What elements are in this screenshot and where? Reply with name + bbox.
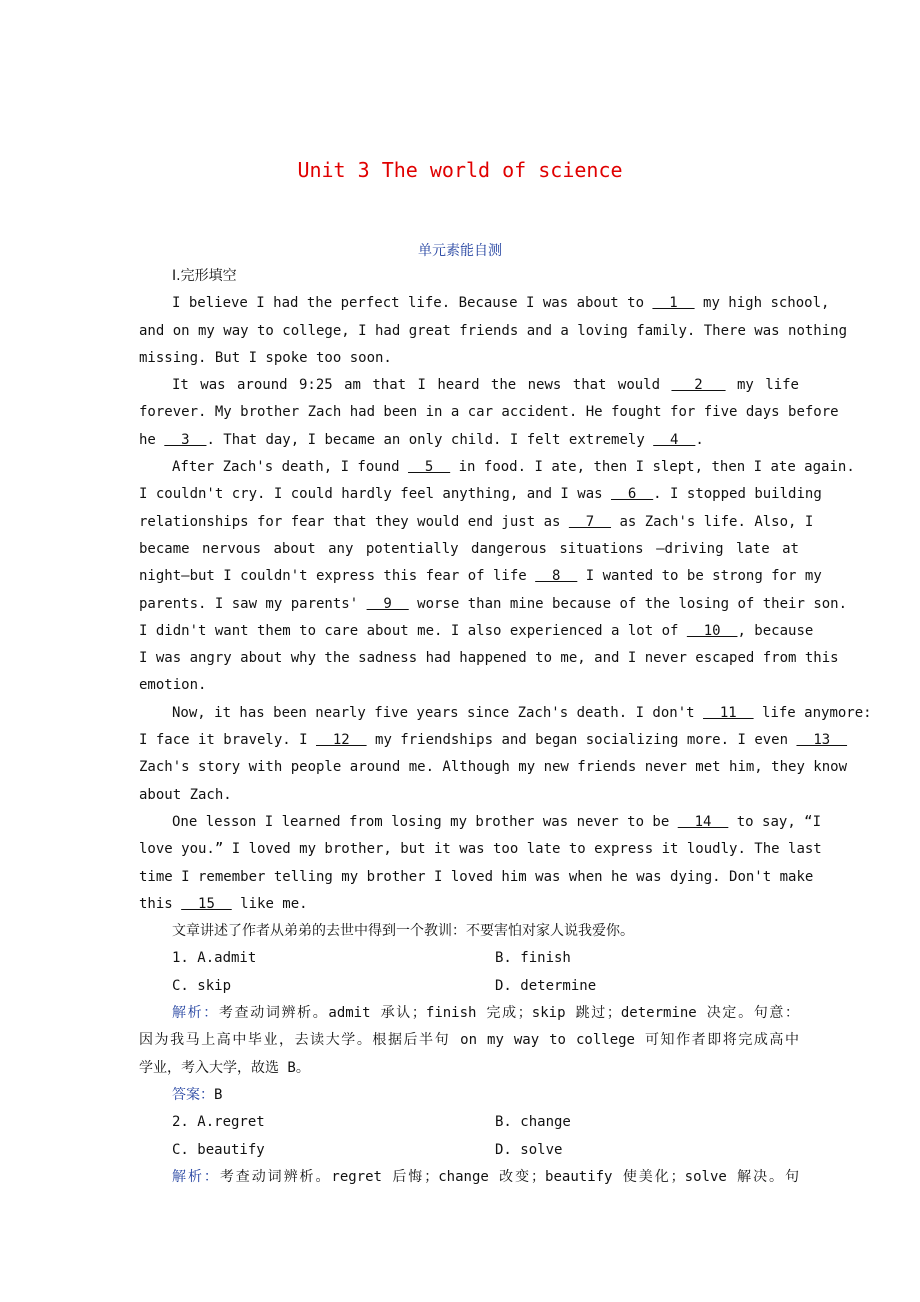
passage-line: relationships for fear that they would end just as 7 as Zach's life. Also, I [139,513,814,530]
blank-5: 5 [408,459,451,476]
analysis-label: 解析： [172,1168,220,1185]
analysis-label: 解析： [172,1005,219,1022]
option-2b: B. change [495,1114,571,1131]
blank-2: 2 [671,377,726,394]
blank-15: 15 [181,895,232,912]
blank-9: 9 [366,595,409,612]
passage-line: this 15 like me. [139,895,308,912]
passage-summary: 文章讲述了作者从弟弟的去世中得到一个教训：不要害怕对家人说我爱你。 [172,923,634,940]
analysis-1-cont: 学业，考入大学，故选 B。 [139,1059,310,1076]
blank-3: 3 [164,431,207,448]
passage-line: One lesson I learned from losing my brother was never to be 14 to say, “I [172,813,822,830]
passage-line: I was angry about why the sadness had happened to me, and I never escaped from this [139,650,839,667]
passage-line: he 3 . That day, I became an only child. I felt extremely 4 . [139,431,704,448]
passage-line: Zach's story with people around me. Although my new friends never met him, they know [139,759,848,776]
question-2-options-row2 [139,1137,799,1164]
answer-1 [139,1082,799,1109]
option-2d: D. solve [495,1141,563,1158]
unit-title: Unit 3 The world of science [297,158,623,182]
passage-line: forever. My brother Zach had been in a car accident. He fought for five days before [139,404,839,421]
passage-line: and on my way to college, I had great friends and a loving family. There was nothing [139,322,848,339]
analysis-1: 解析：考查动词辨析。admit 承认；finish 完成；skip 跳过；determine 决定。句意： [172,1005,799,1022]
option-1a: 1. A.admit [172,950,257,967]
passage-line: night—but I couldn't express this fear of life 8 I wanted to be strong for my [139,568,822,585]
answer-value: B [214,1086,223,1103]
passage-line: about Zach. [139,786,232,803]
passage-line: It was around 9:25 am that I heard the news that would 2 my life [172,377,799,394]
passage-line: I couldn't cry. I could hardly feel anything, and I was 6 . I stopped building [139,486,822,503]
blank-6: 6 [611,486,654,503]
blank-14: 14 [677,813,729,830]
passage-line: parents. I saw my parents' 9 worse than mine because of the losing of their son. [139,595,848,612]
passage-line: I face it bravely. I 12 my friendships and began socializing more. I even 13 [139,732,848,749]
document-body [139,263,872,1191]
analysis-1-cont: 因为我马上高中毕业，去读大学。根据后半句 on my way to college 可知作者即将完成高中 [139,1032,799,1049]
answer-label: 答案： [172,1086,214,1103]
passage-line: Now, it has been nearly five years since Zach's death. I don't 11 life anymore: [172,704,872,721]
passage-line: After Zach's death, I found 5 in food. I ate, then I slept, then I ate again. [172,459,855,476]
question-1-options-row1 [139,945,799,972]
option-2c: C. beautify [172,1141,265,1158]
blank-10: 10 [686,622,738,639]
blank-12: 12 [316,732,367,749]
option-1c: C. skip [172,977,232,994]
section-subtitle: 单元素能自测 [418,243,502,259]
section-heading: Ⅰ.完形填空 [172,268,237,284]
option-2a: 2. A.regret [172,1114,265,1131]
passage-line: missing. But I spoke too soon. [139,349,392,366]
passage-line: time I remember telling my brother I loved him was when he was dying. Don't make [139,868,814,885]
blank-13: 13 [796,732,848,749]
passage-line: emotion. [139,677,207,694]
question-2-options-row1 [139,1109,799,1136]
blank-1: 1 [652,295,695,312]
blank-7: 7 [568,513,612,530]
passage-line: love you.” I loved my brother, but it was too late to express it loudly. The last [139,841,822,858]
blank-8: 8 [535,568,578,585]
passage-line: became nervous about any potentially dangerous situations —driving late at [139,540,799,557]
blank-4: 4 [653,431,696,448]
option-1b: B. finish [495,950,571,967]
blank-11: 11 [703,704,754,721]
passage-line: I didn't want them to care about me. I also experienced a lot of 10 , because [139,622,814,639]
option-1d: D. determine [495,977,597,994]
analysis-2: 解析：考查动词辨析。regret 后悔；change 改变；beautify 使美化；solve 解决。句 [172,1168,800,1185]
question-1-options-row2 [139,973,799,1000]
passage-line: I believe I had the perfect life. Because I was about to 1 my high school, [172,295,830,312]
